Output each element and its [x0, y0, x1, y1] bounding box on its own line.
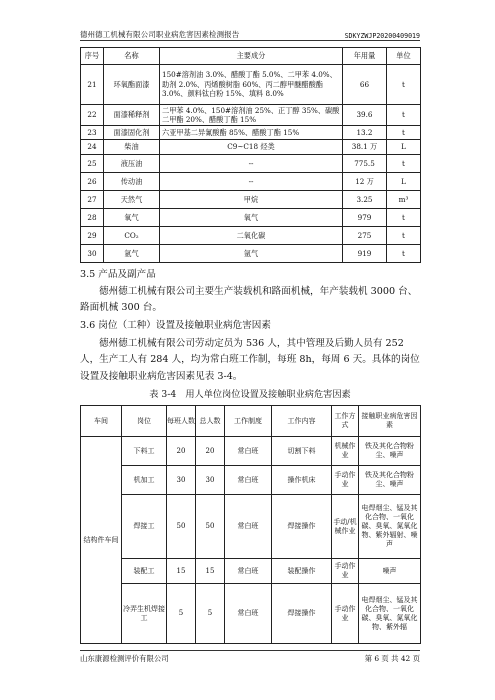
table-row [81, 437, 421, 466]
row-per-shift: 15 [167, 559, 196, 584]
row-qty: 979 [343, 209, 387, 227]
row-composition: C9~C18 烃类 [160, 140, 343, 155]
row-total: 50 [196, 495, 225, 559]
row-work-mode: 手动/机械作业 [332, 495, 359, 559]
row-work-mode: 手动作业 [332, 559, 359, 584]
row-unit: L [387, 173, 421, 191]
row-work-system: 常白班 [225, 559, 272, 584]
col-header-workshop: 车间 [81, 406, 122, 437]
materials-table [80, 47, 421, 263]
table-header-row [81, 48, 421, 65]
row-unit: t [387, 227, 421, 245]
row-per-shift: 50 [167, 495, 196, 559]
row-no: 23 [81, 126, 104, 140]
row-hazards: 铁及其化合物粉尘、噪声 [359, 466, 421, 495]
row-per-shift: 20 [167, 437, 196, 466]
report-code: SDKYZWJP20200409019 [344, 32, 420, 40]
row-unit: t [387, 65, 421, 105]
row-work-content: 装配操作 [272, 559, 332, 584]
row-unit: t [387, 126, 421, 140]
col-header-per-shift: 每班人数 [167, 406, 196, 437]
page-footer [80, 650, 420, 664]
row-total: 15 [196, 559, 225, 584]
row-qty: 13.2 [343, 126, 387, 140]
row-no: 27 [81, 191, 104, 209]
row-unit: L [387, 140, 421, 155]
row-no: 30 [81, 245, 104, 263]
row-name: 液压油 [104, 155, 160, 173]
col-header-annual-usage: 年用量 [343, 48, 387, 65]
row-total: 5 [196, 584, 225, 644]
table-row [81, 105, 421, 126]
row-qty: 775.5 [343, 155, 387, 173]
row-no: 21 [81, 65, 104, 105]
row-qty: 38.1 万 [343, 140, 387, 155]
row-hazards: 铁及其化合物粉尘、噪声 [359, 437, 421, 466]
col-header-work-system: 工作制度 [225, 406, 272, 437]
row-composition: 氩气 [160, 245, 343, 263]
page-header [80, 29, 420, 41]
row-name: 传动油 [104, 173, 160, 191]
table-row [81, 173, 421, 191]
row-post: 机加工 [122, 466, 167, 495]
section-heading-products: 3.5 产品及副产品 [80, 269, 156, 280]
row-name: 氩气 [104, 245, 160, 263]
row-work-content: 操作机床 [272, 466, 332, 495]
row-qty: 39.6 [343, 105, 387, 126]
col-header-work-content: 工作内容 [272, 406, 332, 437]
table-row [81, 245, 421, 263]
row-hazards: 电焊烟尘、锰及其化合物、一氧化碳、臭氧、氮氧化物、紫外辐射、噪声 [359, 495, 421, 559]
table-row [81, 155, 421, 173]
table-row [81, 65, 421, 105]
row-qty: 66 [343, 65, 387, 105]
row-unit: t [387, 245, 421, 263]
row-name: 面漆固化剂 [104, 126, 160, 140]
table-row [81, 227, 421, 245]
row-no: 24 [81, 140, 104, 155]
row-work-system: 常白班 [225, 466, 272, 495]
row-no: 22 [81, 105, 104, 126]
table-header-row [81, 406, 421, 437]
row-hazards: 电焊烟尘、锰及其化合物、一氧化碳、臭氧、氮氧化物、紫外辐 [359, 584, 421, 644]
table-row [81, 191, 421, 209]
row-work-mode: 手动作业 [332, 466, 359, 495]
table-row [81, 466, 421, 495]
row-qty: 275 [343, 227, 387, 245]
row-qty: 3.25 [343, 191, 387, 209]
row-composition: 甲烷 [160, 191, 343, 209]
header-title: 德州德工机械有限公司职业病危害因素检测报告 [80, 30, 240, 39]
row-post: 下料工 [122, 437, 167, 466]
row-work-system: 常白班 [225, 495, 272, 559]
col-header-name: 名称 [104, 48, 160, 65]
row-qty: 919 [343, 245, 387, 263]
row-composition: -- [160, 173, 343, 191]
table-row [81, 584, 421, 644]
row-work-mode: 机械作业 [332, 437, 359, 466]
col-header-post: 岗位 [122, 406, 167, 437]
row-unit: m³ [387, 191, 421, 209]
col-header-no: 序号 [81, 48, 104, 65]
row-name: CO₂ [104, 227, 160, 245]
products-paragraph: 德州德工机械有限公司主要生产装载机和路面机械，年产装载机 3000 台、路面机械 300 台。 [80, 286, 418, 314]
row-name: 柴油 [104, 140, 160, 155]
row-no: 25 [81, 155, 104, 173]
footer-company: 山东康源检测评价有限公司 [80, 654, 169, 663]
page-number: 第 6 页 共 42 页 [364, 654, 420, 663]
row-work-system: 常白班 [225, 437, 272, 466]
workshop-cell: 结构件车间 [81, 437, 122, 644]
row-work-content: 切割下料 [272, 437, 332, 466]
row-name: 氧气 [104, 209, 160, 227]
row-total: 20 [196, 437, 225, 466]
row-per-shift: 30 [167, 466, 196, 495]
row-no: 29 [81, 227, 104, 245]
row-work-content: 焊接操作 [272, 584, 332, 644]
row-work-system: 常白班 [225, 584, 272, 644]
row-hazards: 噪声 [359, 559, 421, 584]
row-name: 天然气 [104, 191, 160, 209]
table-row [81, 140, 421, 155]
row-unit: t [387, 105, 421, 126]
row-composition: 150#溶剂油 3.0%、醋酸丁酯 5.0%、二甲苯 4.0%、助剂 2.0%、丙烯酸树脂 60%、丙二醇甲醚醋酸酯 3.0%、颜料钛白粉 15%、填料 8.0% [160, 65, 343, 105]
table-row [81, 209, 421, 227]
row-work-content: 焊接操作 [272, 495, 332, 559]
row-post: 冷弄生机焊接工 [122, 584, 167, 644]
positions-table [80, 405, 421, 644]
row-total: 30 [196, 466, 225, 495]
col-header-hazards: 接触职业病危害因素 [359, 406, 421, 437]
row-composition: 氧气 [160, 209, 343, 227]
row-name: 环氧酯面漆 [104, 65, 160, 105]
section-heading-positions: 3.6 岗位（工种）设置及接触职业病危害因素 [80, 320, 271, 331]
row-post: 焊接工 [122, 495, 167, 559]
row-post: 装配工 [122, 559, 167, 584]
col-header-unit: 单位 [387, 48, 421, 65]
table-row [81, 495, 421, 559]
row-composition: 二氧化碳 [160, 227, 343, 245]
row-work-mode: 手动作业 [332, 584, 359, 644]
col-header-total: 总人数 [196, 406, 225, 437]
row-per-shift: 5 [167, 584, 196, 644]
table-caption: 表 3-4 用人单位岗位设置及接触职业病危害因素 [149, 389, 351, 400]
row-no: 26 [81, 173, 104, 191]
table-row [81, 126, 421, 140]
row-no: 28 [81, 209, 104, 227]
row-unit: t [387, 209, 421, 227]
row-composition: -- [160, 155, 343, 173]
positions-paragraph: 德州德工机械有限公司劳动定员为 536 人，其中管理及后勤人员有 252 人，生产工人有 284 人，均为常白班工作制，每班 8h，每周 6 天。具体的岗位设置及接触职业病危害因素见表 3-4。 [80, 338, 420, 382]
row-unit: t [387, 155, 421, 173]
row-qty: 12 万 [343, 173, 387, 191]
row-composition: 六亚甲基二异氰酸酯 85%、醋酸丁酯 15% [160, 126, 343, 140]
table-row [81, 559, 421, 584]
row-name: 面漆稀释剂 [104, 105, 160, 126]
col-header-work-mode: 工作方式 [332, 406, 359, 437]
col-header-composition: 主要成分 [160, 48, 343, 65]
row-composition: 二甲苯 4.0%、150#溶剂油 25%、正丁醇 35%、碳酸二甲酯 20%、醋酸丁酯 15% [160, 105, 343, 126]
